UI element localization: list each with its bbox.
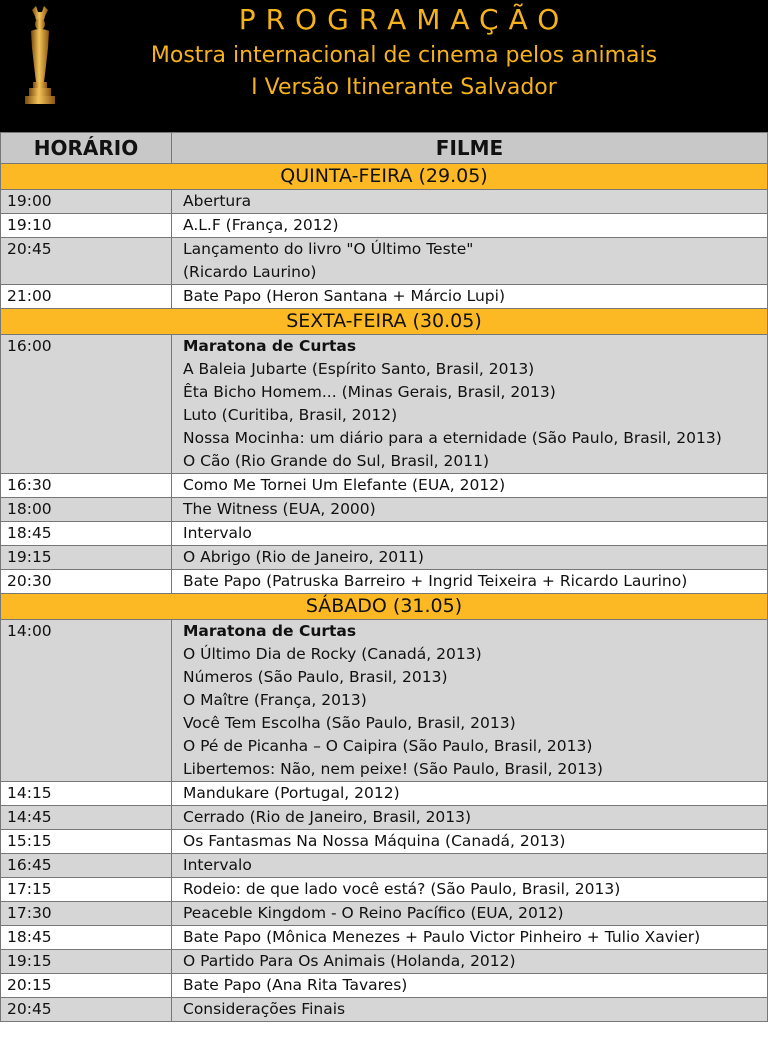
table-row (1, 285, 768, 309)
film-title: Intervalo (183, 524, 252, 542)
time-cell: 16:30 (1, 474, 172, 498)
film-title: O Abrigo (Rio de Janeiro, 2011) (183, 548, 424, 566)
time-cell: 17:15 (1, 878, 172, 902)
table-row (1, 335, 768, 474)
page-title: PROGRAMAÇÃO (238, 3, 570, 36)
film-cell (172, 335, 768, 474)
table-row (1, 782, 768, 806)
table-row (1, 214, 768, 238)
time-cell: 19:10 (1, 214, 172, 238)
time-cell: 20:30 (1, 570, 172, 594)
time-cell: 16:00 (1, 335, 172, 474)
time-cell: 14:15 (1, 782, 172, 806)
time-cell: 14:45 (1, 806, 172, 830)
table-row (1, 950, 768, 974)
film-title: O Cão (Rio Grande do Sul, Brasil, 2011) (183, 452, 490, 470)
time-cell: 18:45 (1, 522, 172, 546)
time-cell: 16:45 (1, 854, 172, 878)
film-cell (172, 950, 768, 974)
time-cell: 21:00 (1, 285, 172, 309)
film-title: O Último Dia de Rocky (Canadá, 2013) (183, 645, 482, 663)
time-cell: 14:00 (1, 620, 172, 782)
film-title: O Pé de Picanha – O Caipira (São Paulo, Brasil, 2013) (183, 737, 593, 755)
film-cell (172, 546, 768, 570)
film-cell (172, 620, 768, 782)
column-header-film: FILME (172, 133, 768, 164)
header (0, 0, 768, 132)
day-header-row (1, 309, 768, 335)
time-cell: 19:15 (1, 950, 172, 974)
film-cell (172, 474, 768, 498)
time-cell: 17:30 (1, 902, 172, 926)
time-cell: 19:00 (1, 190, 172, 214)
film-cell (172, 285, 768, 309)
time-cell: 19:15 (1, 546, 172, 570)
film-title: Luto (Curitiba, Brasil, 2012) (183, 406, 398, 424)
table-row (1, 474, 768, 498)
film-title: Como Me Tornei Um Elefante (EUA, 2012) (183, 476, 506, 494)
column-header-row (1, 133, 768, 164)
film-title: A.L.F (França, 2012) (183, 216, 339, 234)
table-row (1, 522, 768, 546)
schedule-table (0, 132, 768, 1022)
film-title: A Baleia Jubarte (Espírito Santo, Brasil, 2013) (183, 360, 535, 378)
film-cell (172, 902, 768, 926)
column-header-time: HORÁRIO (1, 133, 172, 164)
table-row (1, 998, 768, 1022)
film-title: Mandukare (Portugal, 2012) (183, 784, 400, 802)
table-row (1, 620, 768, 782)
table-row (1, 854, 768, 878)
film-title: Êta Bicho Homem... (Minas Gerais, Brasil, 2013) (183, 383, 556, 401)
film-title: Intervalo (183, 856, 252, 874)
film-cell (172, 238, 768, 285)
film-cell (172, 570, 768, 594)
film-title: O Partido Para Os Animais (Holanda, 2012) (183, 952, 516, 970)
film-title: Os Fantasmas Na Nossa Máquina (Canadá, 2013) (183, 832, 566, 850)
film-title: Peaceble Kingdom - O Reino Pacífico (EUA, 2012) (183, 904, 564, 922)
film-cell (172, 926, 768, 950)
day-label: QUINTA-FEIRA (29.05) (1, 164, 768, 190)
table-row (1, 878, 768, 902)
film-title: Libertemos: Não, nem peixe! (São Paulo, Brasil, 2013) (183, 760, 603, 778)
time-cell: 18:45 (1, 926, 172, 950)
day-label: SEXTA-FEIRA (30.05) (1, 309, 768, 335)
table-row (1, 830, 768, 854)
film-title: Rodeio: de que lado você está? (São Paulo, Brasil, 2013) (183, 880, 621, 898)
film-cell (172, 998, 768, 1022)
table-row (1, 806, 768, 830)
day-label: SÁBADO (31.05) (1, 594, 768, 620)
film-title: Considerações Finais (183, 1000, 346, 1018)
film-title: Bate Papo (Heron Santana + Márcio Lupi) (183, 287, 505, 305)
table-row (1, 902, 768, 926)
film-title: Nossa Mocinha: um diário para a eternidade (São Paulo, Brasil, 2013) (183, 429, 722, 447)
film-cell (172, 854, 768, 878)
film-cell (172, 214, 768, 238)
film-title: Abertura (183, 192, 252, 210)
film-title: Lançamento do livro "O Último Teste" (183, 240, 474, 258)
table-row (1, 238, 768, 285)
film-title: Números (São Paulo, Brasil, 2013) (183, 668, 448, 686)
table-row (1, 570, 768, 594)
film-title: Bate Papo (Ana Rita Tavares) (183, 976, 408, 994)
time-cell: 20:45 (1, 998, 172, 1022)
film-title: Bate Papo (Mônica Menezes + Paulo Victor Pinheiro + Tulio Xavier) (183, 928, 701, 946)
time-cell: 15:15 (1, 830, 172, 854)
film-cell (172, 830, 768, 854)
film-heading: Maratona de Curtas (183, 337, 357, 355)
table-row (1, 190, 768, 214)
subtitle-edition: I Versão Itinerante Salvador (251, 75, 557, 100)
film-title: Bate Papo (Patruska Barreiro + Ingrid Teixeira + Ricardo Laurino) (183, 572, 688, 590)
film-cell (172, 974, 768, 998)
film-title: The Witness (EUA, 2000) (183, 500, 376, 518)
day-header-row (1, 594, 768, 620)
film-heading: Maratona de Curtas (183, 622, 357, 640)
film-title: O Maître (França, 2013) (183, 691, 367, 709)
time-cell: 18:00 (1, 498, 172, 522)
table-row (1, 498, 768, 522)
day-header-row (1, 164, 768, 190)
time-cell: 20:15 (1, 974, 172, 998)
subtitle: Mostra internacional de cinema pelos animais (150, 43, 658, 68)
film-cell (172, 782, 768, 806)
film-title: (Ricardo Laurino) (183, 263, 317, 281)
film-cell (172, 878, 768, 902)
film-title: Você Tem Escolha (São Paulo, Brasil, 2013) (183, 714, 516, 732)
table-row (1, 546, 768, 570)
time-cell: 20:45 (1, 238, 172, 285)
film-cell (172, 498, 768, 522)
film-cell (172, 522, 768, 546)
table-row (1, 926, 768, 950)
table-row (1, 974, 768, 998)
film-cell (172, 190, 768, 214)
film-cell (172, 806, 768, 830)
film-title: Cerrado (Rio de Janeiro, Brasil, 2013) (183, 808, 472, 826)
